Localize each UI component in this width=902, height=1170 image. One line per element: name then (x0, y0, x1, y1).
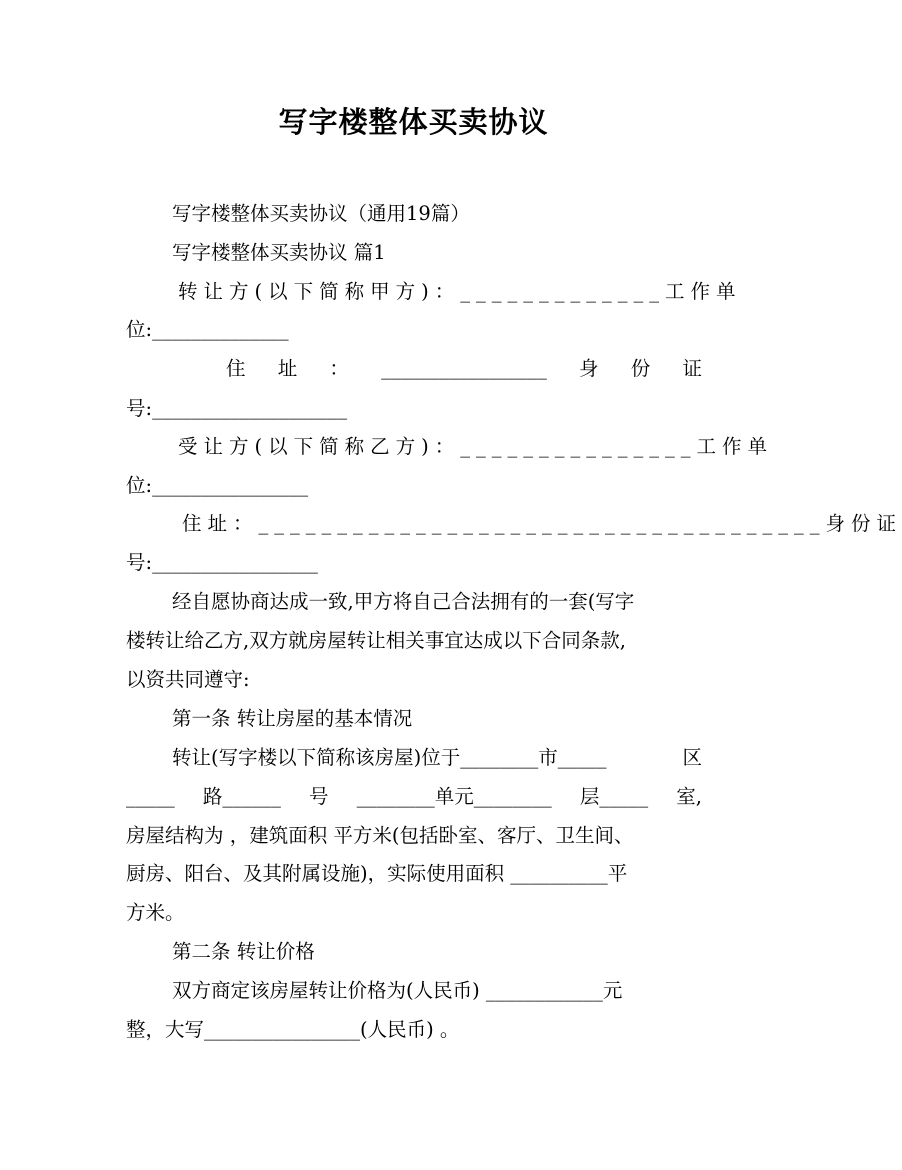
document-title: 写字楼整体买卖协议 (278, 105, 549, 139)
address-colon: ： (329, 357, 349, 380)
transferor-line (178, 279, 742, 305)
paragraph-line: 厨房、阳台、及其附属设施)，实际使用面积 __________平 (126, 862, 628, 885)
subtitle-line: 写字楼整体买卖协议（通用19篇） (172, 202, 470, 225)
floor-field: 层_____ (579, 785, 649, 808)
address-line-1 (226, 356, 702, 382)
address-detail-line (126, 784, 702, 810)
paragraph-line: 房屋结构为 ，建筑面积 平方米(包括卧室、客厅、卫生间、 (126, 824, 634, 847)
id-number-field: 号:____________________ (126, 397, 348, 420)
transferee-label: 受让方(以下简称乙方)：_______________ (178, 435, 697, 458)
id-number-field-2: 号:_________________ (126, 551, 318, 574)
address-char-1: 住 (226, 357, 246, 380)
paragraph-line: 整，大写________________(人民币) 。 (126, 1018, 460, 1041)
district-label: 区 (682, 746, 702, 769)
paragraph-line: 楼转让给乙方,双方就房屋转让相关事宜达成以下合同条款, (126, 629, 626, 652)
paragraph-line: 双方商定该房屋转让价格为(人民币) ____________元 (172, 979, 623, 1002)
section-heading: 写字楼整体买卖协议 篇1 (172, 241, 386, 264)
address-char-2: 址 (277, 357, 298, 380)
room-label: 室, (676, 785, 702, 808)
work-unit-field-2: 位:________________ (126, 474, 309, 497)
article-1-heading: 第一条 转让房屋的基本情况 (172, 707, 413, 730)
work-unit-label: 工作单 (664, 280, 742, 303)
address-line-2: 住址：____________________________________身份证 (182, 512, 902, 535)
paragraph-line: 方米。 (126, 901, 185, 924)
work-unit-label-2: 工作单 (696, 435, 773, 458)
transferee-line (178, 434, 773, 460)
id-char-1: 身 (579, 357, 599, 380)
number-label: 号 (309, 785, 329, 808)
article-2-heading: 第二条 转让价格 (172, 940, 315, 963)
location-line (172, 745, 702, 771)
unit-field: ________单元________ (356, 785, 552, 808)
id-char-2: 份 (630, 357, 651, 380)
blank-field: _____ (126, 785, 175, 808)
address-blank: _________________ (381, 357, 547, 380)
road-field: 路______ (202, 785, 281, 808)
paragraph-line: 以资共同遵守: (126, 668, 250, 691)
transferor-label: 转让方(以下简称甲方)：_____________ (178, 280, 665, 303)
id-char-3: 证 (682, 357, 702, 380)
location-text: 转让(写字楼以下简称该房屋)位于________市_____ (172, 746, 607, 769)
work-unit-field: 位:______________ (126, 318, 289, 341)
paragraph-line: 经自愿协商达成一致,甲方将自己合法拥有的一套(写字 (172, 590, 635, 613)
